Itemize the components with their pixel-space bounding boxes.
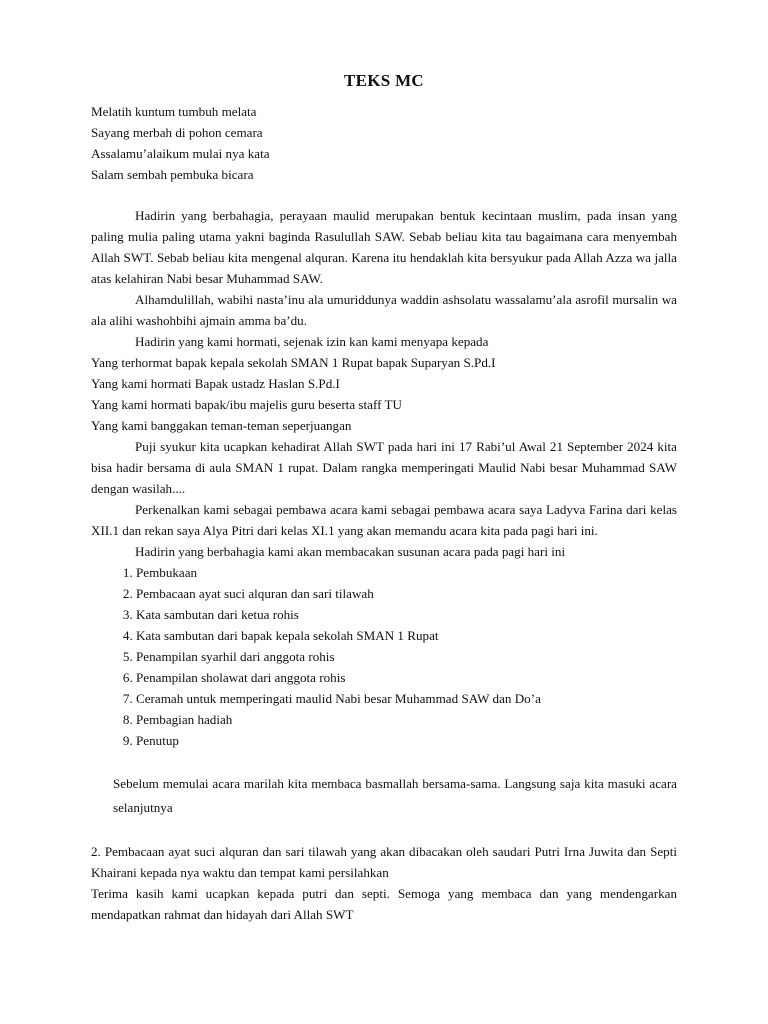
greeting-line: Yang kami banggakan teman-teman seperjuangan [91,418,352,433]
agenda-item: 4. Kata sambutan dari bapak kepala sekolah SMAN 1 Rupat [136,625,677,646]
paragraph-gratitude: Puji syukur kita ucapkan kehadirat Allah SWT pada hari ini 17 Rabi’ul Awal 21 September 2024 kita bisa hadir bersama di aula SMAN 1 rupat. Dalam rangka memperingati Maulid Nabi besar Muhammad SAW dengan wasilah.... [91,439,677,496]
agenda-item: 7. Ceramah untuk memperingati maulid Nabi besar Muhammad SAW dan Do’a [136,688,677,709]
document-body [91,205,677,925]
agenda-item: 9. Penutup [136,730,677,751]
paragraph-introduction: Perkenalkan kami sebagai pembawa acara kami sebagai pembawa acara saya Ladyva Farina dari kelas XII.1 dan rekan saya Alya Pitri dari kelas XI.1 yang akan memandu acara kita pada pagi hari ini. [91,502,677,538]
section-2-paragraph: 2. Pembacaan ayat suci alquran dan sari tilawah yang akan dibacakan oleh saudari Putri Irna Juwita dan Septi Khairani kepada nya waktu dan tempat kami persilahkan [91,844,677,880]
agenda-item: 1. Pembukaan [136,562,677,583]
agenda-item: 5. Penampilan syarhil dari anggota rohis [136,646,677,667]
paragraph-closing: Sebelum memulai acara marilah kita membaca basmallah bersama-sama. Langsung saja kita masuki acara selanjutnya [113,776,677,815]
agenda-item: 3. Kata sambutan dari ketua rohis [136,604,677,625]
agenda-list [91,562,677,751]
agenda-item: 6. Penampilan sholawat dari anggota rohis [136,667,677,688]
pantun-line: Assalamu’alaikum mulai nya kata [91,146,270,161]
paragraph-greeting-intro: Hadirin yang kami hormati, sejenak izin kan kami menyapa kepada [135,334,489,349]
opening-pantun [91,101,677,185]
paragraph-alhamdulillah: Alhamdulillah, wabihi nasta’inu ala umuriddunya waddin ashsolatu wassalamu’ala asrofil mursalin wa ala alihi washohbihi ajmain amma ba’du. [91,292,677,328]
section-2-thanks: Terima kasih kami ucapkan kepada putri dan septi. Semoga yang membaca dan yang mendengarkan mendapatkan rahmat dan hidayah dari Allah SWT [91,886,677,922]
greeting-line: Yang kami hormati bapak/ibu majelis guru beserta staff TU [91,397,402,412]
agenda-item: 2. Pembacaan ayat suci alquran dan sari tilawah [136,583,677,604]
greeting-line: Yang terhormat bapak kepala sekolah SMAN 1 Rupat bapak Suparyan S.Pd.I [91,355,496,370]
paragraph-agenda-intro: Hadirin yang berbahagia kami akan membacakan susunan acara pada pagi hari ini [135,544,566,559]
greeting-line: Yang kami hormati Bapak ustadz Haslan S.Pd.I [91,376,340,391]
pantun-line: Sayang merbah di pohon cemara [91,125,263,140]
pantun-line: Melatih kuntum tumbuh melata [91,104,257,119]
pantun-line: Salam sembah pembuka bicara [91,167,254,182]
spacer [91,820,677,841]
agenda-item: 8. Pembagian hadiah [136,709,677,730]
paragraph-opening: Hadirin yang berbahagia, perayaan maulid merupakan bentuk kecintaan muslim, pada insan yang paling mulia paling utama yakni baginda Rasulullah SAW. Sebab beliau kita tau bagaimana cara menyembah Allah SWT. Sebab beliau kita mengenal alquran. Karena itu hendaklah kita bersyukur pada Allah Azza wa jalla atas kelahiran Nabi besar Muhammad SAW. [91,208,677,286]
document-title: TEKS MC [343,71,425,90]
